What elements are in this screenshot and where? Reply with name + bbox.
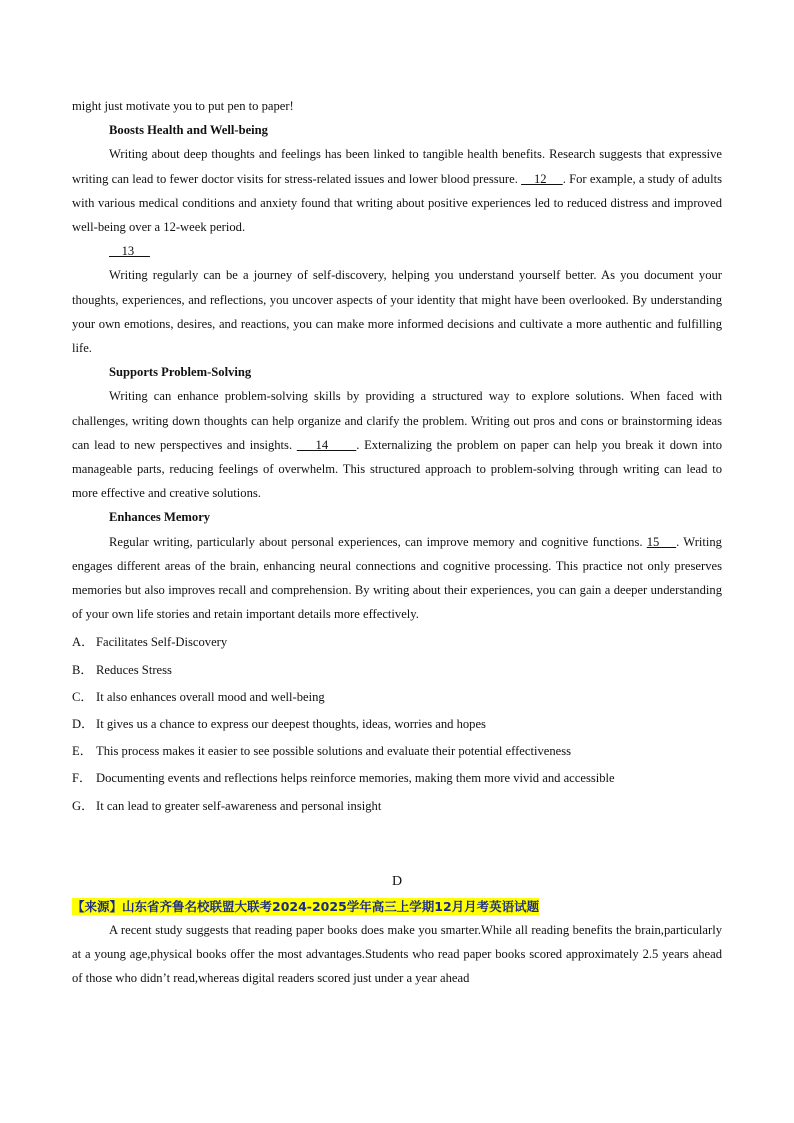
- option-letter: C．: [72, 689, 93, 704]
- paragraph-text: Writing can enhance problem-solving skills by providing a structured way to explore solutions. When faced with challenges, writing down thoughts can help organize and clarify the problem. Writing out pros and cons or brainstorming ideas can lead to new perspectives and insights.: [72, 389, 722, 452]
- paragraph-text: Writing about deep thoughts and feelings has been linked to tangible health benefits. Research suggests that expressive writing can lead to fewer doctor visits for stress-related issues and lower blood pressure.: [72, 147, 722, 186]
- option-text: This process makes it easier to see possible solutions and evaluate their potential effectiveness: [96, 744, 572, 759]
- paragraph-discovery: Writing regularly can be a journey of self-discovery, helping you understand yourself better. As you document your thoughts, experiences, and reflections, you uncover aspects of your identity that might have been overlooked. By understanding your own emotions, desires, and reactions, you can make more informed decisions and cultivate a more authentic and fulfilling life.: [72, 268, 722, 356]
- option-letter: D．: [72, 717, 94, 732]
- option-text: Facilitates Self-Discovery: [96, 635, 228, 650]
- option-text: Documenting events and reflections helps reinforce memories, making them more vivid and accessible: [96, 771, 615, 786]
- heading-health: Boosts Health and Well-being: [109, 123, 268, 138]
- blank-12: 12: [521, 171, 563, 186]
- section-gap: [72, 820, 722, 870]
- source-highlight: 【来源】山东省齐鲁名校联盟大联考2024-2025学年高三上学期12月月考英语试题: [72, 898, 540, 914]
- heading-memory: Enhances Memory: [109, 510, 211, 525]
- section-d-title: D: [391, 873, 403, 889]
- option-letter: A．: [72, 635, 94, 650]
- intro-line: might just motivate you to put pen to paper!: [72, 99, 294, 113]
- option-g: [72, 793, 722, 820]
- blank-13: 13: [109, 244, 150, 259]
- paragraph-text: . For example, a study of adults with various medical conditions and anxiety found that writing about positive experiences led to reduced distress and improved well-being over a 12-week period.: [72, 171, 722, 235]
- blank-15: 15: [646, 534, 677, 549]
- option-letter: G．: [72, 798, 94, 813]
- paragraph-memory: [72, 530, 722, 627]
- option-text: Reduces Stress: [96, 662, 172, 677]
- document-page: [72, 94, 722, 991]
- paragraph-section-d: A recent study suggests that reading paper books does make you smarter.While all reading benefits the brain,particularly at a young age,physical books offer the most advantages.Students who read paper books scored approximately 2.5 years ahead of those who didn’t read,whereas digital readers scored just under a year ahead: [72, 922, 722, 986]
- blank-14: 14: [296, 437, 357, 452]
- option-b: [72, 657, 722, 684]
- option-e: [72, 738, 722, 765]
- option-text: It also enhances overall mood and well-being: [96, 689, 325, 704]
- heading-blank-13: [72, 239, 722, 263]
- heading-problem: Supports Problem-Solving: [109, 365, 252, 380]
- option-letter: F．: [72, 771, 92, 786]
- option-d: [72, 711, 722, 738]
- option-f: [72, 765, 722, 792]
- options-list: [72, 629, 722, 819]
- paragraph-health: [72, 142, 722, 239]
- option-text: It gives us a chance to express our deepest thoughts, ideas, worries and hopes: [96, 717, 486, 732]
- paragraph-text: Regular writing, particularly about personal experiences, can improve memory and cognitive functions.: [109, 534, 647, 549]
- option-letter: E．: [72, 744, 93, 759]
- paragraph-problem: [72, 384, 722, 505]
- option-letter: B．: [72, 662, 93, 677]
- source-line: [72, 896, 722, 918]
- option-a: [72, 629, 722, 656]
- option-text: It can lead to greater self-awareness and personal insight: [96, 798, 382, 813]
- paragraph-text: . Writing engages different areas of the brain, enhancing neural connections and cognitive processing. This practice not only preserves memories but also improves recall and comprehension. By writing about their experiences, you can gain a deeper understanding of your own life stories and retain important details more effectively.: [72, 534, 722, 622]
- option-c: [72, 684, 722, 711]
- paragraph-text: . Externalizing the problem on paper can help you break it down into manageable parts, reducing feelings of overwhelm. This structured approach to problem-solving through writing can lead to more effective and creative solutions.: [72, 437, 722, 501]
